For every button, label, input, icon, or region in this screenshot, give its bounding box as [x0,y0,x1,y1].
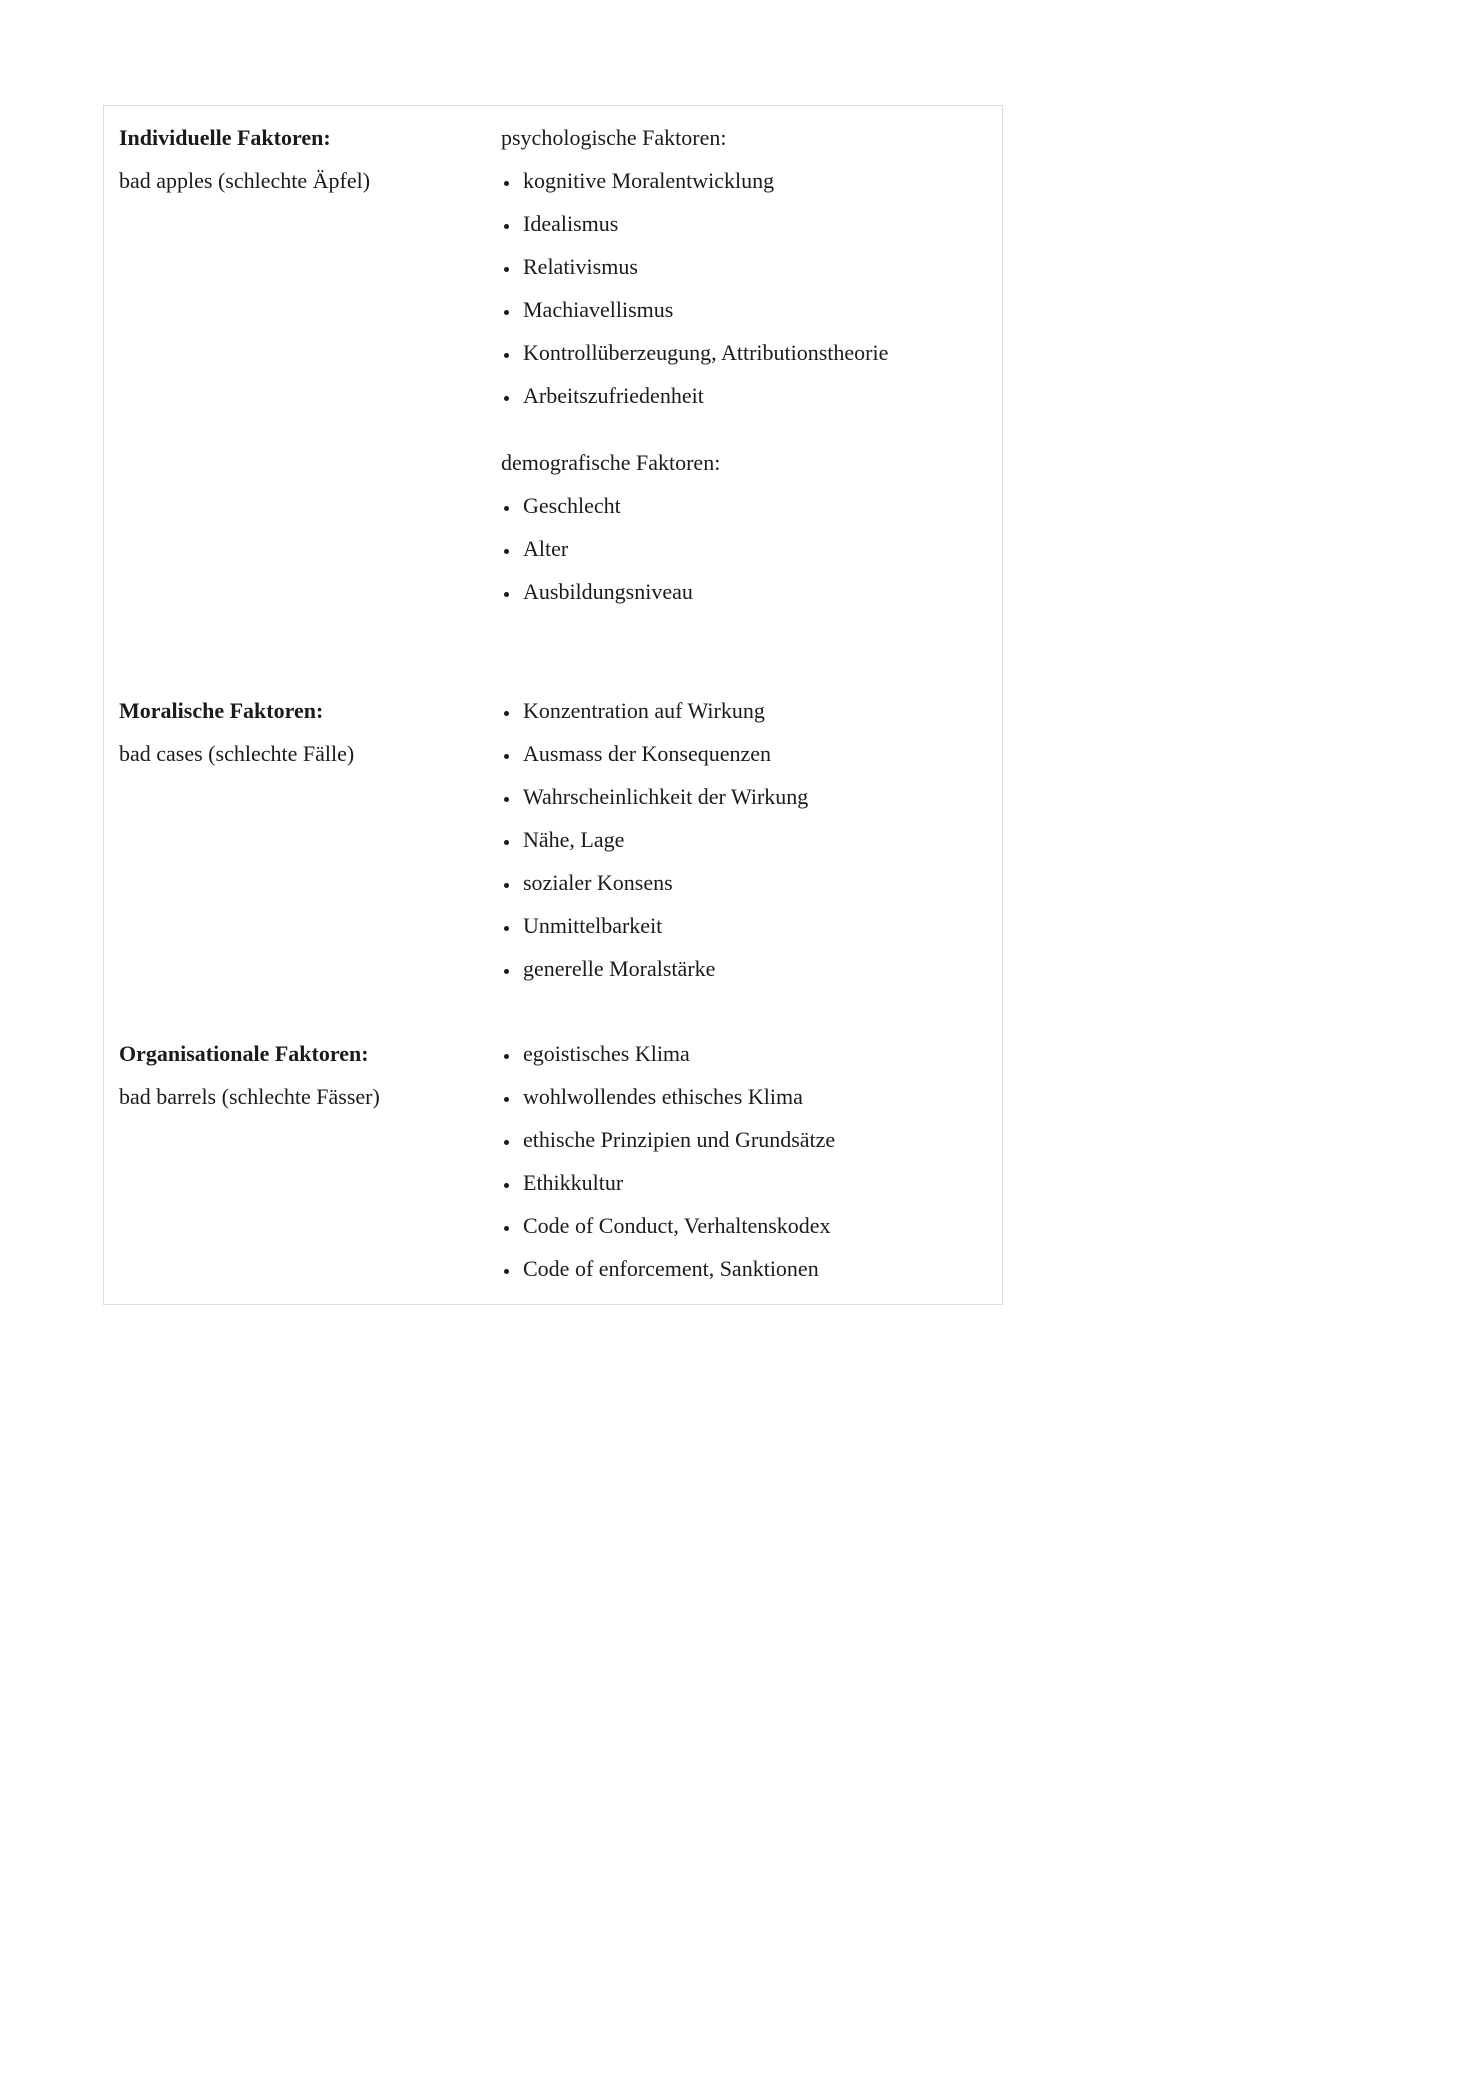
row-header-cell [104,689,501,775]
list-item: • Alter [521,527,992,570]
bullet-list-organisationale-faktoren [501,1032,992,1290]
list-item: • wohlwollendes ethisches Klima [521,1075,992,1118]
list-item: • Ausmass der Konsequenzen [521,732,992,775]
bullet-list-psychologische-faktoren [501,159,992,417]
list-item: • egoistisches Klima [521,1032,992,1075]
row-heading: Organisationale Faktoren: [119,1041,369,1066]
list-item: • sozialer Konsens [521,861,992,904]
list-item: • Konzentration auf Wirkung [521,689,992,732]
table-row-moralische-faktoren [104,689,1002,990]
list-item: • Unmittelbarkeit [521,904,992,947]
list-item: • Arbeitszufriedenheit [521,374,992,417]
row-header-cell [104,116,501,202]
list-item: • Ethikkultur [521,1161,992,1204]
row-content-cell [501,689,1002,990]
row-subtitle: bad cases (schlechte Fälle) [119,741,355,766]
row-heading: Individuelle Faktoren: [119,125,331,150]
section-label-psychologische-faktoren: psychologische Faktoren: [501,125,727,150]
list-item: • Ausbildungsniveau [521,570,992,613]
bullet-list-demografische-faktoren [501,484,992,613]
factors-table [103,105,1003,1305]
bullet-list-moralische-faktoren [501,689,992,990]
table-row-organisationale-faktoren [104,1032,1002,1290]
list-item: • Wahrscheinlichkeit der Wirkung [521,775,992,818]
list-item: • Nähe, Lage [521,818,992,861]
row-heading: Moralische Faktoren: [119,698,324,723]
list-item: • Code of Conduct, Verhaltenskodex [521,1204,992,1247]
section-label-demografische-faktoren: demografische Faktoren: [501,450,721,475]
list-item: • Relativismus [521,245,992,288]
list-item: • ethische Prinzipien und Grundsätze [521,1118,992,1161]
list-item: • Geschlecht [521,484,992,527]
row-subtitle: bad apples (schlechte Äpfel) [119,168,371,193]
list-item: • Machiavellismus [521,288,992,331]
row-subtitle: bad barrels (schlechte Fässer) [119,1084,380,1109]
row-header-cell [104,1032,501,1118]
table-row-individuelle-faktoren [104,116,1002,613]
list-item: • Kontrollüberzeugung, Attributionstheorie [521,331,992,374]
row-content-cell [501,116,1002,613]
list-item: • kognitive Moralentwicklung [521,159,992,202]
list-item: • Idealismus [521,202,992,245]
list-item: • Code of enforcement, Sanktionen [521,1247,992,1290]
list-item: • generelle Moralstärke [521,947,992,990]
row-content-cell [501,1032,1002,1290]
